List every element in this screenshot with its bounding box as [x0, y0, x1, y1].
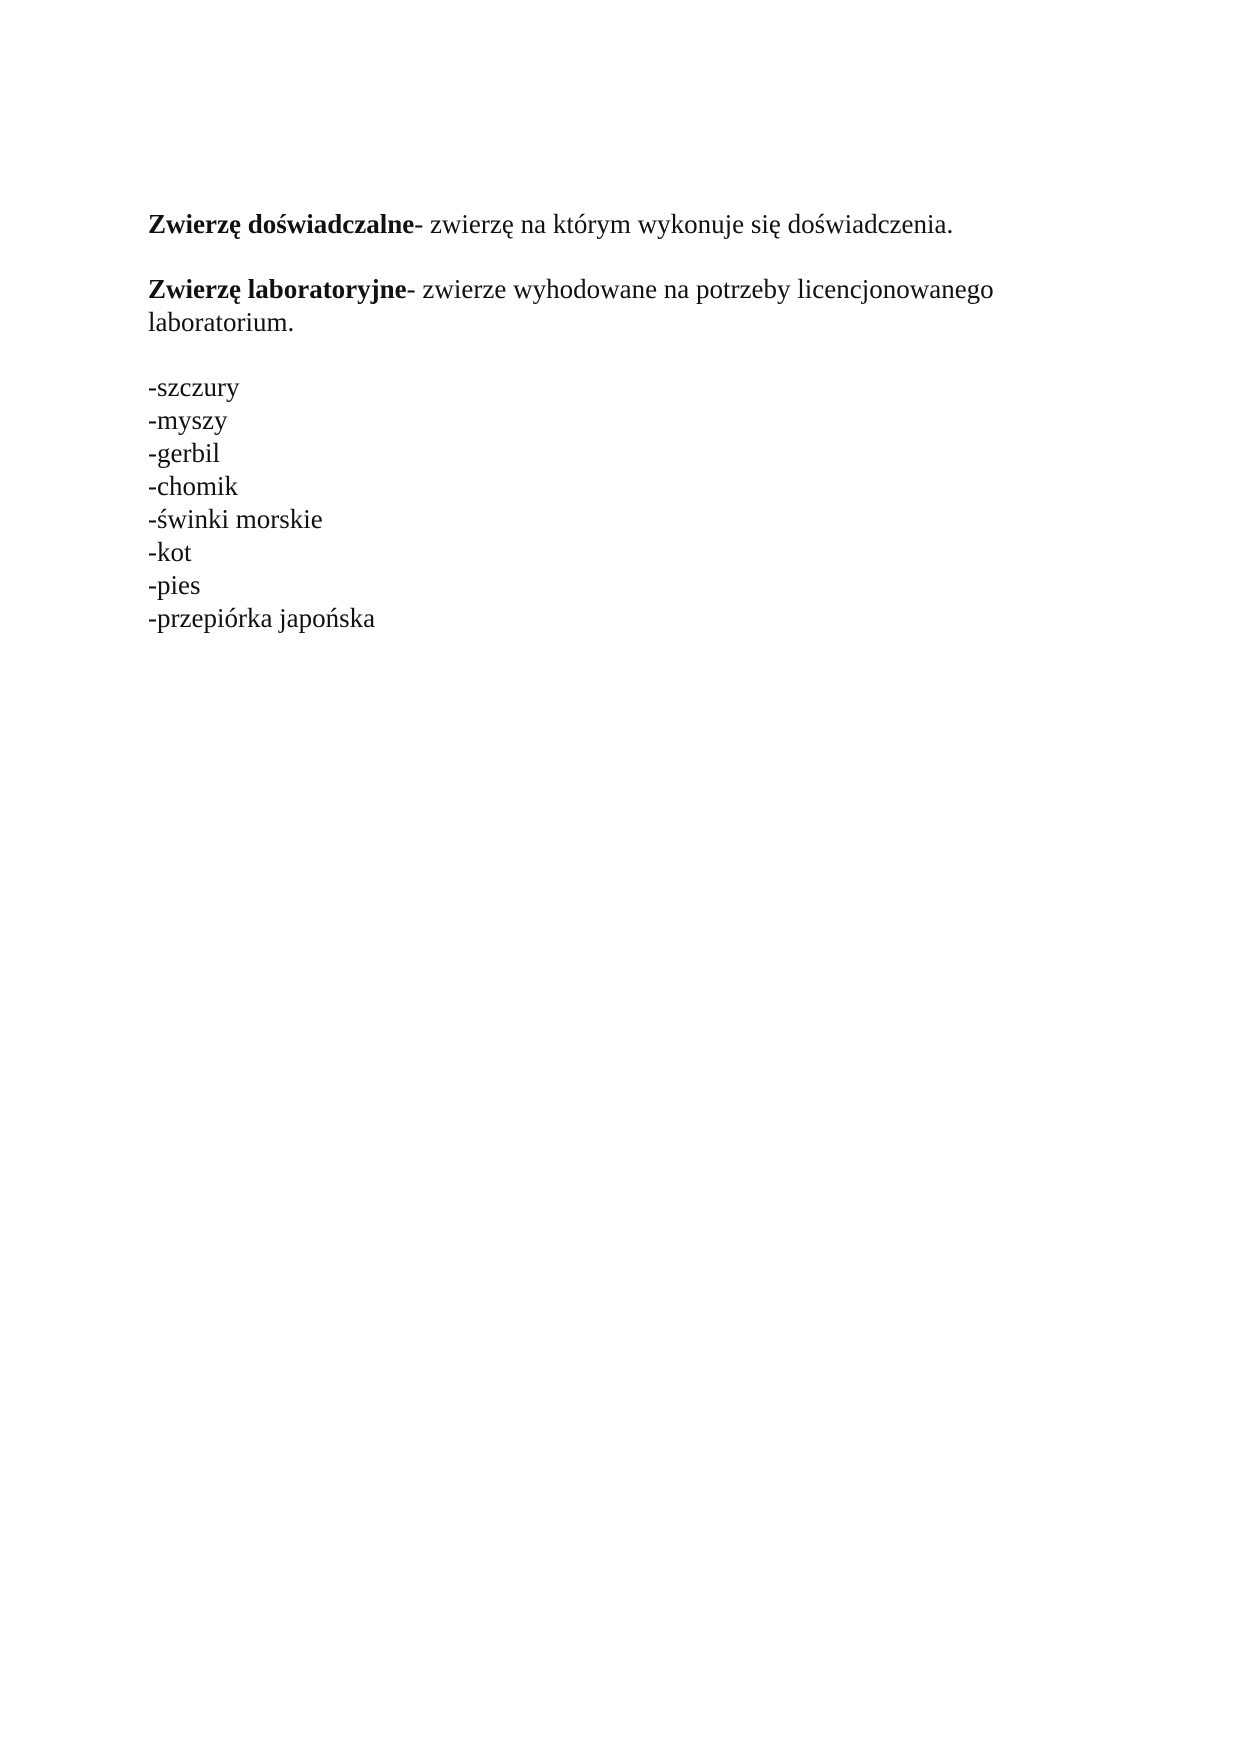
list-item: -pies [148, 570, 201, 600]
definition-description: - zwierze wyhodowane na potrzeby licencjonowanego laboratorium. [148, 274, 994, 337]
list-item: -świnki morskie [148, 504, 323, 534]
list-item: -przepiórka japońska [148, 603, 376, 633]
list-item: -gerbil [148, 438, 220, 468]
definition-laboratory-animal [148, 273, 1078, 339]
list-item: -myszy [148, 405, 228, 435]
list-item: -chomik [148, 471, 238, 501]
definition-description: - zwierzę na którym wykonuje się doświadczenia. [414, 209, 954, 239]
list-item: -szczury [148, 372, 240, 402]
document-body [148, 208, 1078, 635]
list-item: -kot [148, 537, 192, 567]
animal-list [148, 371, 1078, 635]
definition-term: Zwierzę doświadczalne [148, 209, 415, 239]
definition-term: Zwierzę laboratoryjne [148, 274, 407, 304]
definition-experimental-animal [148, 208, 1078, 241]
